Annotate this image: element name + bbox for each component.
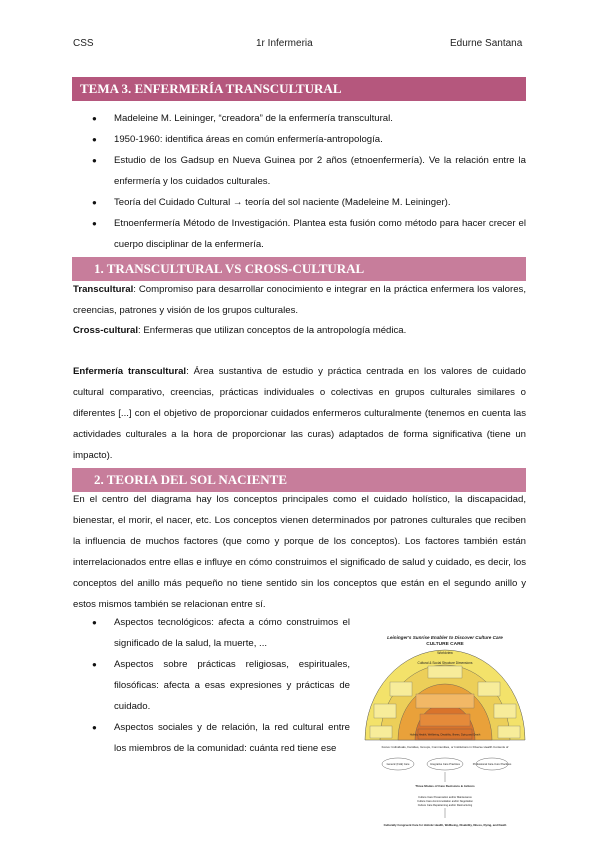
center-label: Holistic Health, Wellbeing, Disability, Illness, Dying and Death xyxy=(409,733,481,737)
intro-bullet-list xyxy=(92,108,526,255)
sunrise-paragraph: En el centro del diagrama hay los conceptos principales como el cuidado holístico, la discapacidad, bienestar, el morir, el nacer, etc. Los conceptos vienen determinados por patrones culturales que reciben la influencia de muchos factores (que como y porque de los conceptos). Los factores también están interrelacionados entre ellas e influye en cómo construimos el significado de salud y cuidado, es decir, los conceptos del anillo más pequeño no tiene sentido sin los conceptos que están en el segundo anillo y estos mismos también se relacionan entre sí. xyxy=(73,494,526,610)
list-item: ● Aspectos sobre prácticas religiosas, espirituales, filosóficas: afecta a esas expresiones y prácticas de cuidado. xyxy=(92,654,350,717)
list-item: ● Madeleine M. Leininger, “creadora” de la enfermería transcultural. xyxy=(92,108,526,129)
term-transcultural-nursing: Enfermería transcultural xyxy=(73,366,187,377)
list-item: ● Aspectos tecnológicos: afecta a cómo construimos el significado de la salud, la muerte, ... xyxy=(92,612,350,654)
worldview-label: Worldview xyxy=(437,651,453,655)
factor-box xyxy=(390,682,412,696)
mode-accommodation: Culture Care Accommodation and/or Negotiation xyxy=(417,800,473,803)
transcultural-paragraph xyxy=(73,279,526,321)
header-author: Edurne Santana xyxy=(450,38,523,49)
figure-title: Leininger's Sunrise Enabler to Discover Culture Care xyxy=(387,635,503,640)
factor-box xyxy=(428,666,462,678)
list-item: ● Estudio de los Gadsup en Nueva Guinea por 2 años (etnoenfermería). Ve la relación entre la enfermería y los cuidados culturales. xyxy=(92,150,526,192)
factor-box xyxy=(498,726,520,738)
factor-box xyxy=(370,726,392,738)
factor-box xyxy=(478,682,500,696)
definition-transcultural-nursing: : Área sustantiva de estudio y práctica centrada en los valores de cuidado cultural comparativo, creencias, prácticas individuales o colectivas en grupos culturales similares o diferentes [...] con el objetivo de proporcionar cuidados enfermeros culturalmente (tenemos en cuenta las actividades culturales a la hora de proporcionar las curas) adaptados de forma significativa (tiene un impacto). xyxy=(73,366,526,461)
term-cross-cultural: Cross-cultural xyxy=(73,325,139,336)
mode-repatterning: Culture Care Repatterning and/or Restructuring xyxy=(417,804,473,807)
care-expressions-box xyxy=(420,714,470,726)
professional-care-label: Professional Care-Cure Practices xyxy=(472,763,512,766)
list-item: ● 1950-1960: identifica áreas en común enfermería-antropología. xyxy=(92,129,526,150)
header-course: CSS xyxy=(73,38,94,49)
header-program: 1r Infermeria xyxy=(256,38,313,49)
list-item: ● Etnoenfermería Método de Investigación. Plantea esta fusión como método para hacer crecer el cuerpo disciplinar de la enfermería. xyxy=(92,213,526,255)
focus-label: Focus: Individuals, Families, Groups, Communities, or Institutions in Diverse Health Contexts of xyxy=(381,745,509,749)
modes-title: Three Modes of Care Decisions & Actions xyxy=(415,784,475,788)
definition-cross-cultural: : Enfermeras que utilizan conceptos de la antropología médica. xyxy=(138,325,407,336)
environment-box xyxy=(416,694,474,708)
definition-transcultural: : Compromiso para desarrollar conocimiento e integrar en la práctica enfermera los valores, creencias, patrones y visión de los grupos culturales. xyxy=(73,284,526,316)
goal-label: Culturally Congruent Care for Holistic Health, Wellbeing, Disability, Illness, Dying, and Death xyxy=(383,823,507,827)
cross-cultural-paragraph xyxy=(73,320,526,341)
sunrise-bullet-list xyxy=(92,612,350,759)
factor-box xyxy=(494,704,516,718)
transcultural-nursing-paragraph xyxy=(73,361,526,466)
integrative-care-label: Integrative Care Practices xyxy=(430,763,460,766)
dimensions-label: Cultural & Social Structure Dimensions xyxy=(417,661,473,665)
factor-box xyxy=(374,704,396,718)
section-1-title: 1. TRANSCULTURAL VS CROSS-CULTURAL xyxy=(72,257,526,281)
sunrise-enabler-figure xyxy=(360,632,530,838)
generic-care-label: Generic (Folk) Care xyxy=(386,763,410,766)
figure-label: CULTURE CARE xyxy=(426,642,464,647)
main-title: TEMA 3. ENFERMERÍA TRANSCULTURAL xyxy=(72,77,526,101)
section-2-title: 2. TEORIA DEL SOL NACIENTE xyxy=(72,468,526,492)
list-item: ● Teoría del Cuidado Cultural → teoría del sol naciente (Madeleine M. Leininger). xyxy=(92,192,526,213)
term-transcultural: Transcultural xyxy=(73,284,134,295)
list-item: ● Aspectos sociales y de relación, la red cultural entre los miembros de la comunidad: cuánta red tiene ese xyxy=(92,717,350,759)
mode-preservation: Culture Care Preservation and/or Maintenance xyxy=(418,796,472,799)
